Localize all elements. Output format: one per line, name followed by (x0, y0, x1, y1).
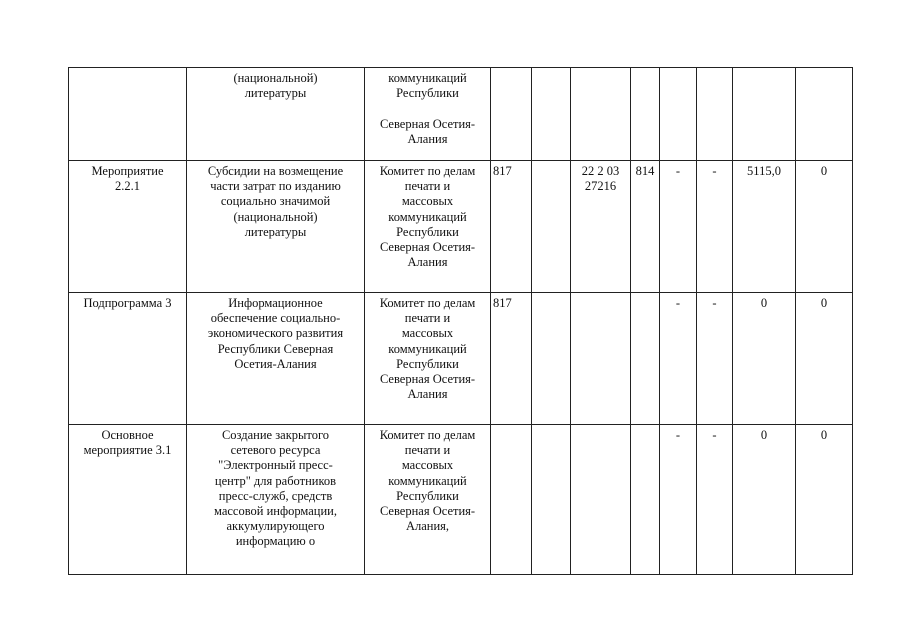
row-csr-cell (571, 68, 631, 161)
row-csr-cell (571, 425, 631, 575)
row-vr-cell: 814 (631, 161, 660, 293)
row-year3-cell: 0 (733, 425, 796, 575)
row-vr-cell (631, 425, 660, 575)
row-year2-cell: - (697, 161, 733, 293)
row-year4-cell: 0 (796, 161, 853, 293)
row-grbs-cell (491, 68, 532, 161)
row-grbs-cell (491, 425, 532, 575)
table-row (69, 68, 853, 161)
row-csr-cell (571, 293, 631, 425)
row-year2-cell: - (697, 293, 733, 425)
row-year4-cell: 0 (796, 293, 853, 425)
row-year1-cell: - (660, 161, 697, 293)
row-name-cell: Подпрограмма 3 (69, 293, 187, 425)
row-year1-cell: - (660, 425, 697, 575)
row-year1-cell (660, 68, 697, 161)
row-rz-pr-cell (532, 68, 571, 161)
row-year2-cell: - (697, 425, 733, 575)
row-rz-pr-cell (532, 293, 571, 425)
row-year3-cell: 5115,0 (733, 161, 796, 293)
row-rz-pr-cell (532, 425, 571, 575)
table-row (69, 161, 853, 293)
row-year1-cell: - (660, 293, 697, 425)
row-year4-cell: 0 (796, 425, 853, 575)
program-table (68, 67, 853, 575)
row-rz-pr-cell (532, 161, 571, 293)
row-executor-cell: Комитет по делам печати и массовых коммуникаций Республики Северная Осетия- Алания (365, 161, 491, 293)
row-executor-cell: Комитет по делам печати и массовых коммуникаций Республики Северная Осетия- Алания, (365, 425, 491, 575)
row-name-cell: Мероприятие 2.2.1 (69, 161, 187, 293)
row-year3-cell (733, 68, 796, 161)
row-executor-cell: Комитет по делам печати и массовых коммуникаций Республики Северная Осетия- Алания (365, 293, 491, 425)
row-vr-cell (631, 68, 660, 161)
row-executor-cell: коммуникаций Республики Северная Осетия- Алания (365, 68, 491, 161)
row-name-cell: Основное мероприятие 3.1 (69, 425, 187, 575)
row-grbs-cell: 817 (491, 161, 532, 293)
row-description-cell: Создание закрытого сетевого ресурса "Электронный пресс- центр" для работников пресс-служб, средств массовой информации, аккумулирующего информацию о (187, 425, 365, 575)
row-description-cell: Субсидии на возмещение части затрат по изданию социально значимой (национальной) литературы (187, 161, 365, 293)
row-name-cell (69, 68, 187, 161)
table-row (69, 425, 853, 575)
row-vr-cell (631, 293, 660, 425)
row-description-cell: (национальной) литературы (187, 68, 365, 161)
row-grbs-cell: 817 (491, 293, 532, 425)
table-row (69, 293, 853, 425)
row-description-cell: Информационное обеспечение социально- экономического развития Республики Северная Осетия-Алания (187, 293, 365, 425)
row-year2-cell (697, 68, 733, 161)
row-year4-cell (796, 68, 853, 161)
row-csr-cell: 22 2 03 27216 (571, 161, 631, 293)
row-year3-cell: 0 (733, 293, 796, 425)
